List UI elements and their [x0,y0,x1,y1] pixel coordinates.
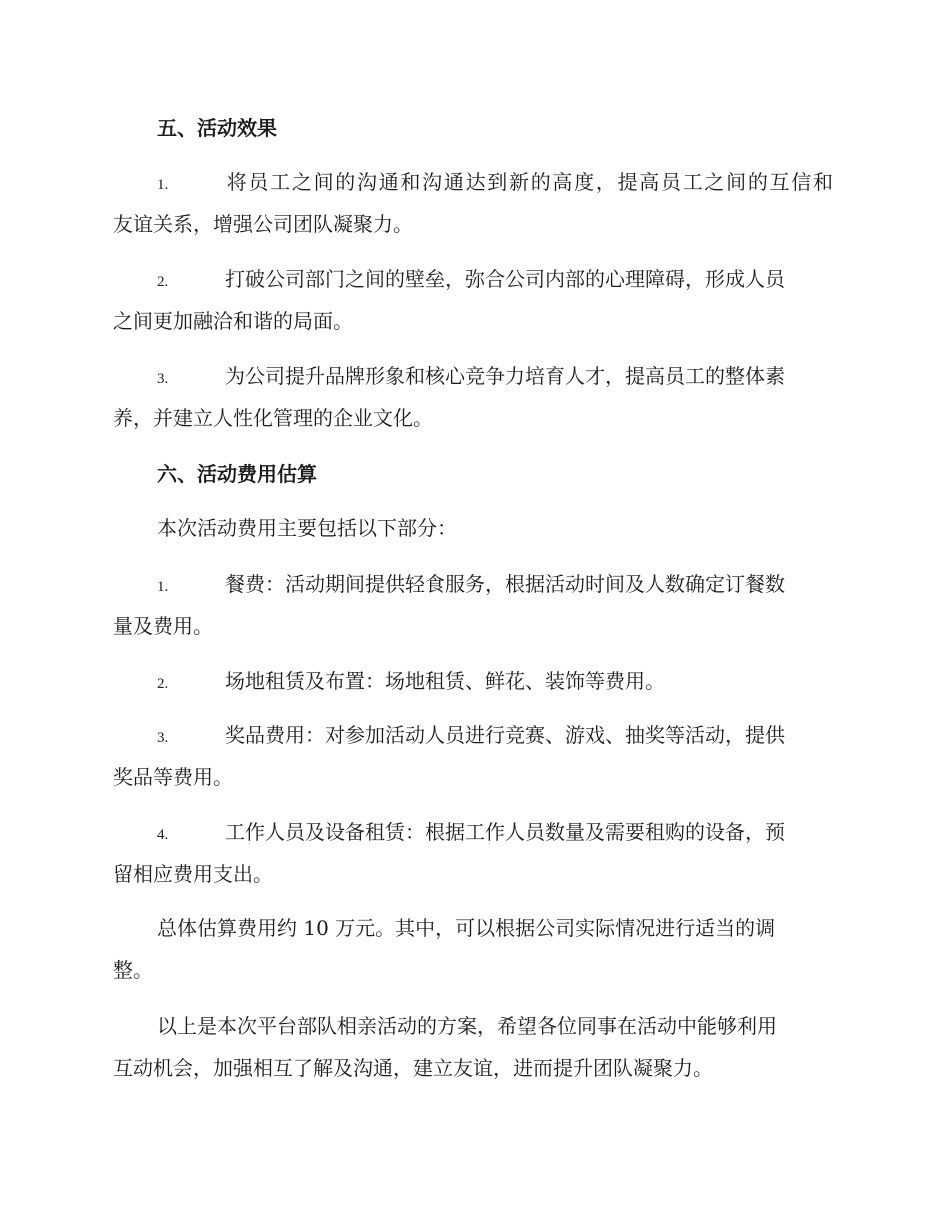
item-text-line1: 场地租赁及布置：场地租赁、鲜花、装饰等费用。 [225,669,665,693]
item-number: 3. [157,730,169,746]
effect-item-3 [113,355,833,439]
item-text-line2: 之间更加融洽和谐的局面。 [113,309,353,333]
item-text-line1: 餐费：活动期间提供轻食服务，根据活动时间及人数确定订餐数 [225,572,785,596]
cost-item-2 [113,660,833,702]
item-text-line2: 留相应费用支出。 [113,862,273,886]
section-5-heading: 五、活动效果 [157,116,277,140]
cost-item-4 [113,811,833,895]
cost-item-1 [113,563,833,647]
item-text-line2: 奖品等费用。 [113,765,233,789]
closing-paragraph: 以上是本次平台部队相亲活动的方案，希望各位同事在活动中能够利用 互动机会，加强相互了解及沟通，建立友谊，进而提升团队凝聚力。 [113,1014,777,1080]
item-number: 1. [157,579,169,595]
item-number: 4. [157,827,169,843]
item-number: 3. [157,371,169,387]
item-text-line2: 养，并建立人性化管理的企业文化。 [113,406,433,430]
item-text-line1: 奖品费用：对参加活动人员进行竞赛、游戏、抽奖等活动，提供 [225,723,785,747]
cost-intro: 本次活动费用主要包括以下部分： [157,516,457,540]
item-text-line2: 量及费用。 [113,614,213,638]
item-number: 2. [157,274,169,290]
cost-item-3 [113,714,833,798]
item-text-line2: 友谊关系，增强公司团队凝聚力。 [113,212,413,236]
item-text-line1: 工作人员及设备租赁：根据工作人员数量及需要租购的设备，预 [225,820,785,844]
effect-item-2 [113,258,833,342]
item-text-line1: 为公司提升品牌形象和核心竞争力培育人才，提高员工的整体素 [225,364,785,388]
item-number: 1. [157,177,169,193]
section-6-heading: 六、活动费用估算 [157,462,317,486]
item-number: 2. [157,676,169,692]
item-text-line1: 打破公司部门之间的壁垒，弥合公司内部的心理障碍，形成人员 [225,267,785,291]
effect-item-1 [113,161,833,245]
total-estimate: 总体估算费用约 10 万元。其中，可以根据公司实际情况进行适当的调 整。 [113,916,776,982]
item-text-line1: 将员工之间的沟通和沟通达到新的高度，提高员工之间的互信和 [225,170,833,194]
